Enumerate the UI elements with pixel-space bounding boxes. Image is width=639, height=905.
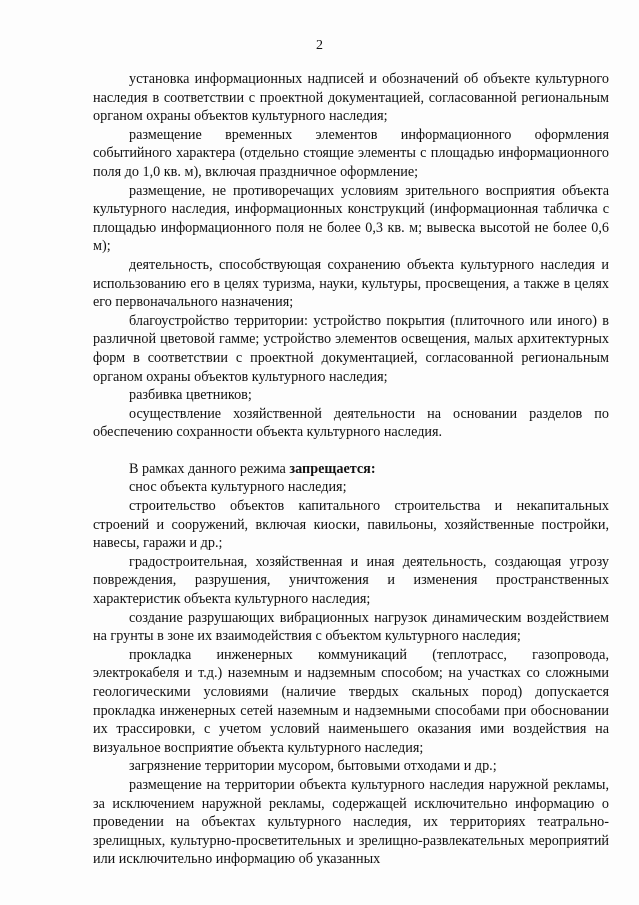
permitted-item: разбивка цветников;: [129, 387, 252, 404]
section-gap: [93, 442, 609, 460]
permitted-item: деятельность, способствующая сохранению объекта культурного наследия и использованию его в целях туризма, науки, культуры, просвещения, а также в целях его первоначального назначения;: [93, 256, 609, 311]
prohibited-item: строительство объектов капитального строительства и некапитальных строений и сооружений, включая киоски, павильоны, хозяйственные постройки, навесы, гаражи и др.;: [93, 498, 609, 552]
prohibited-item: снос объекта культурного наследия;: [129, 479, 347, 496]
page-number: 2: [316, 38, 323, 53]
permitted-item: размещение, не противоречащих условиям зрительного восприятия объекта культурного наследия, информационных конструкций (информационная табличка с площадью информационного поля не более 0,3 кв. м; вывеска высотой не более 0,6 м);: [93, 182, 609, 255]
permitted-item: установка информационных надписей и обозначений об объекте культурного наследия в соответствии с проектной документацией, согласованной региональным органом охраны объектов культурного наследия;: [93, 71, 609, 125]
prohibited-item: загрязнение территории мусором, бытовыми отходами и др.;: [129, 758, 497, 775]
prohibited-item: градостроительная, хозяйственная и иная деятельность, создающая угрозу повреждения, разрушения, уничтожения и изменения пространственных характеристик объекта культурного наследия;: [93, 553, 609, 608]
permitted-item: размещение временных элементов информационного оформления событийного характера (отдельно стоящие элементы с площадью информационного поля до 1,0 кв. м), включая праздничное оформление;: [93, 126, 609, 180]
permitted-item: осуществление хозяйственной деятельности на основании разделов по обеспечению сохранности объекта культурного наследия.: [93, 405, 609, 441]
prohibited-item: размещение на территории объекта культурного наследия наружной рекламы, за исключением наружной рекламы, содержащей исключительно информацию о проведении на объектах культурного наследия, их территориях театрально-зрелищных, культурно-просветительных и зрелищно-развлекательных мероприятий или исключительно информацию об указанных: [93, 776, 609, 868]
prohibited-item: создание разрушающих вибрационных нагрузок динамическим воздействием на грунты в зоне их взаимодействия с объектом культурного наследия;: [93, 609, 609, 645]
permitted-item: благоустройство территории: устройство покрытия (плиточного или иного) в различной цветовой гамме; устройство элементов освещения, малых архитектурных форм в соответствии с проектной документацией, согласованной региональным органом охраны объектов культурного наследия;: [93, 312, 609, 385]
prohibited-heading: [93, 460, 609, 479]
prohibited-intro: В рамках данного режима: [129, 460, 290, 477]
prohibited-item: прокладка инженерных коммуникаций (теплотрасс, газопровода, электрокабеля и т.д.) наземным и надземным способом; на участках со сложными геологическими условиями (наличие твердых скальных пород) допускается прокладка инженерных сетей наземным и надземными способами при обосновании их трассировки, с учетом условий наименьшего оказания ими воздействия на визуальное восприятие объекта культурного наследия;: [93, 646, 609, 756]
document-body: [93, 70, 609, 869]
prohibited-intro-bold: запрещается:: [289, 460, 376, 477]
